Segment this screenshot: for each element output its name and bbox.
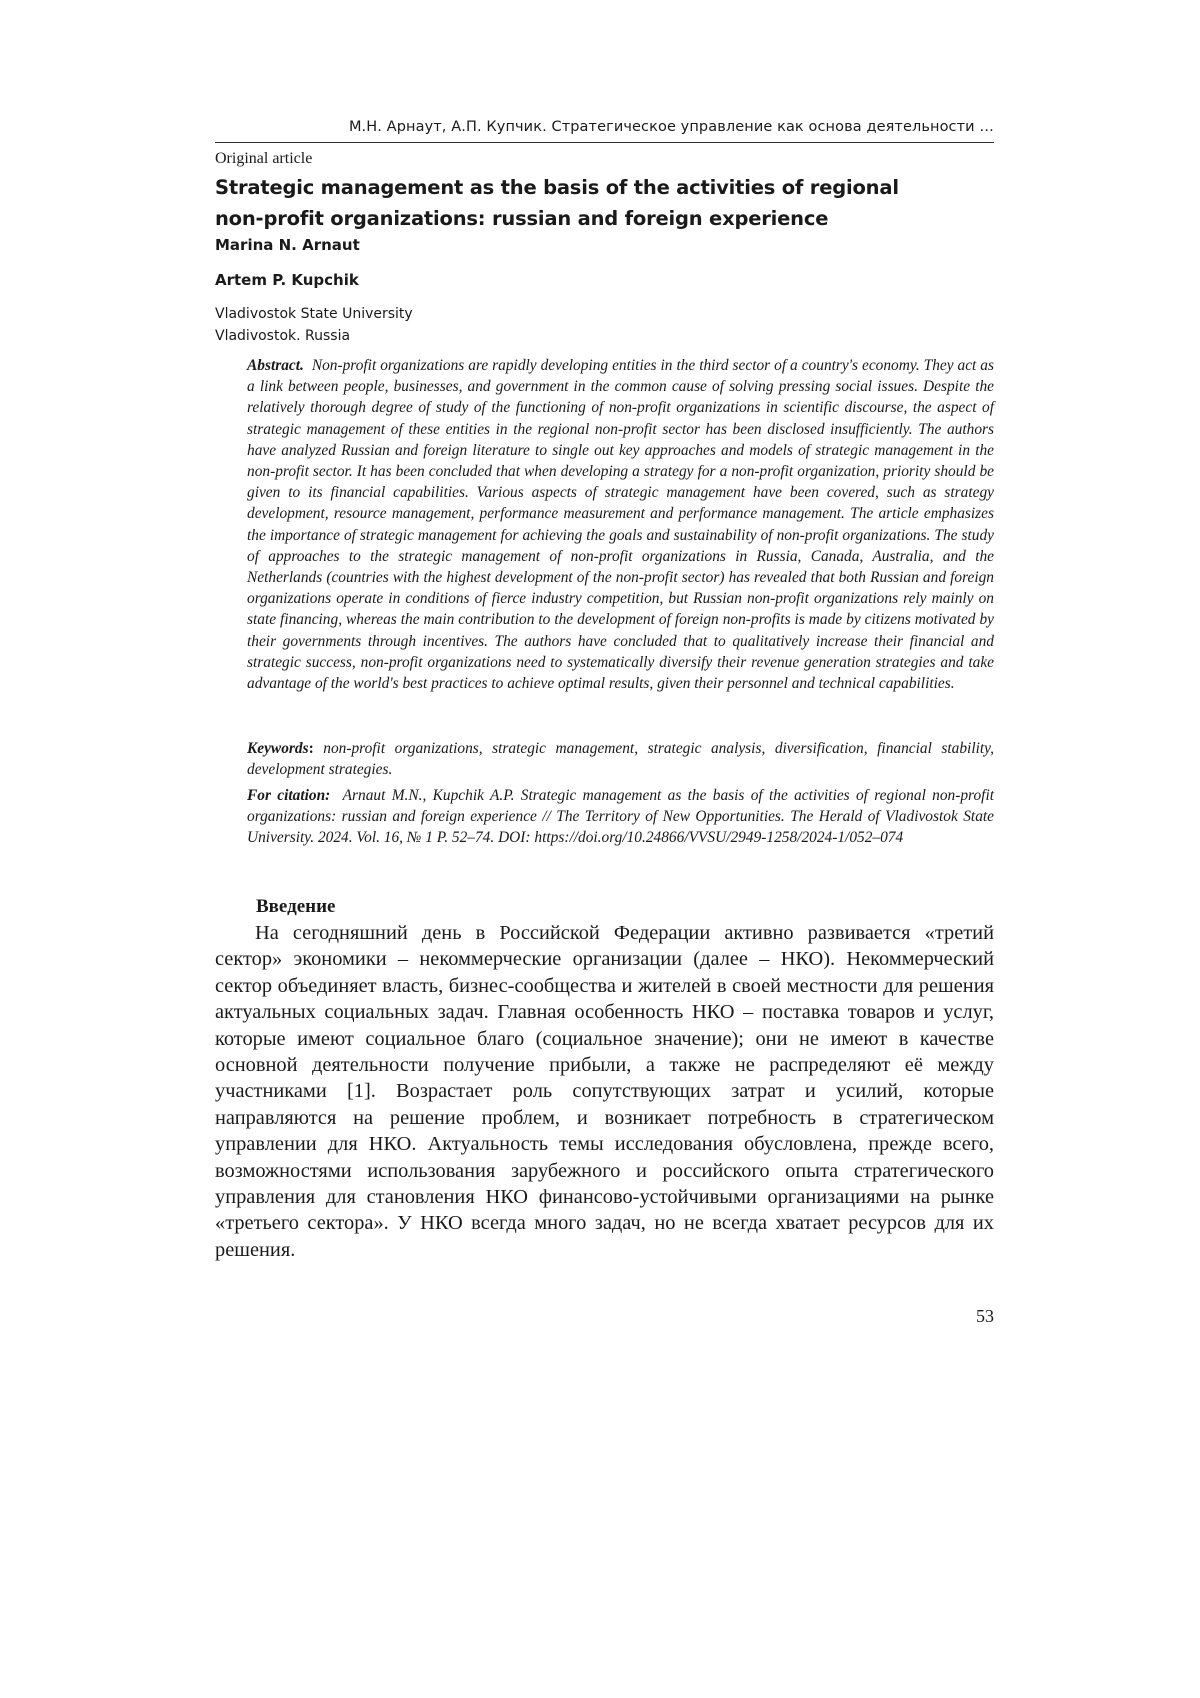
affiliation-city: Vladivostok. Russia (215, 328, 351, 344)
abstract-text: Non-profit organizations are rapidly developing entities in the third sector of a country's economy. They act as a link between people, businesses, and government in the common cause of solving pressing social issues. Despite the relatively thorough degree of study of the functioning of non-profit organizations in scientific discourse, the aspect of strategic management of these entities in the regional non-profit sector has been disclosed insufficiently. The authors have analyzed Russian and foreign literature to single out key approaches and models of strategic management in the non-profit sector. It has been concluded that when developing a strategy for a non-profit organization, priority should be given to its financial capabilities. Various aspects of strategic management have been covered, such as strategy development, resource management, performance measurement and performance management. The article emphasizes the importance of strategic management for achieving the goals and sustainability of non-profit organizations. The study of approaches to the strategic management of non-profit organizations in Russia, Canada, Australia, and the Netherlands (countries with the highest development of the non-profit sector) has revealed that both Russian and foreign organizations operate in conditions of fierce industry competition, but Russian non-profit organizations rely mainly on state financing, whereas the main contribution to the development of foreign non-profits is made by citizens motivated by their governments through incentives. The authors have concluded that to qualitatively increase their financial and strategic success, non-profit organizations need to systematically diversify their revenue generation strategies and take advantage of the world's best practices to achieve optimal results, given their personnel and technical capabilities. (247, 357, 994, 693)
body-paragraph: На сегодняшний день в Российской Федерации активно развивается «третий сектор» экономики – некоммерческие организации (далее – НКО). Некоммерческий сектор объединяет власть, бизнес-сообщества и жителей в своей местности для решения актуальных социальных задач. Главная особенность НКО – поставка товаров и услуг, которые имеют социальное благо (социальное значение); они не имеют в качестве основной деятельности получение прибыли, а также не распределяют её между участниками [1]. Возрастает роль сопутствующих затрат и усилий, которые направляются на решение проблем, и возникает потребность в стратегическом управлении для НКО. Актуальность темы исследования обусловлена, прежде всего, возможностями использования зарубежного и российского опыта стратегического управления для становления НКО финансово-устойчивыми организациями на рынке «третьего сектора». У НКО всегда много задач, но не всегда хватает ресурсов для их решения. (215, 922, 994, 1261)
running-header: М.Н. Арнаут, А.П. Купчик. Стратегическое управление как основа деятельности … (215, 112, 994, 143)
keywords (247, 738, 994, 780)
author-name: Artem P. Kupchik (215, 271, 359, 289)
article-title: Strategic management as the basis of the activities of regional non-profit organizations: russian and foreign experience (215, 176, 899, 230)
keywords-label: Keywords (247, 740, 309, 757)
affiliation (215, 303, 413, 347)
page-number: 53 (976, 1306, 994, 1326)
affiliation-university: Vladivostok State University (215, 306, 413, 322)
keywords-text: non-profit organizations, strategic management, strategic analysis, diversification, financial stability, development strategies. (247, 740, 994, 779)
section-heading: Введение (256, 896, 336, 917)
abstract (247, 355, 994, 694)
citation-text: Arnaut M.N., Kupchik A.P. Strategic management as the basis of the activities of regional non-profit organizations: russian and foreign experience // The Territory of New Opportunities. The Herald of Vladivostok State University. 2024. Vol. 16, № 1 P. 52–74. DOI: https://doi.org/10.24866/VVSU/2949-1258/2024-1/052–074 (247, 787, 994, 847)
article-type: Original article (215, 150, 313, 167)
citation-label: For citation: (247, 787, 331, 804)
author-name: Marina N. Arnaut (215, 236, 360, 254)
abstract-label: Abstract. (247, 357, 304, 374)
keywords-colon: : (308, 740, 314, 757)
citation (247, 785, 994, 849)
